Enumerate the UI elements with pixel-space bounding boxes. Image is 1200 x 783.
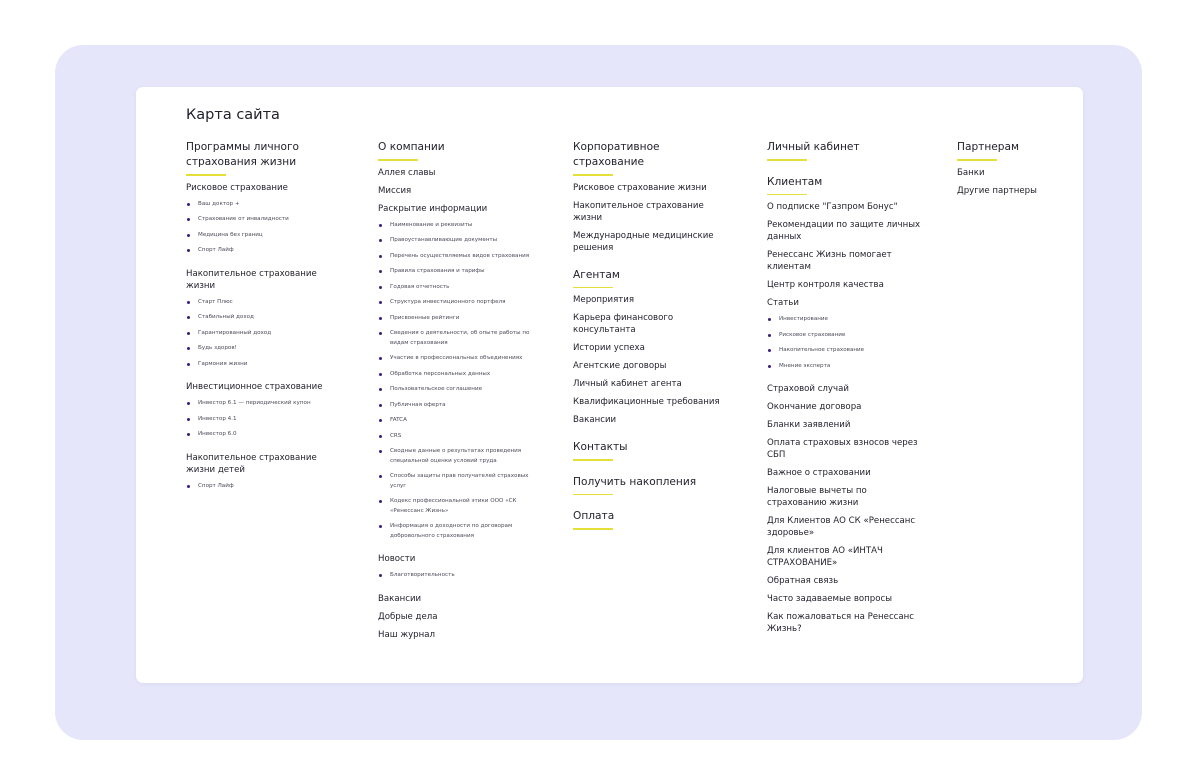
sitemap-sublink[interactable]: Страхование от инвалидности <box>186 215 346 225</box>
sitemap-link[interactable]: Часто задаваемые вопросы <box>767 594 892 604</box>
sitemap-link[interactable]: Вакансии <box>573 415 617 425</box>
section-heading[interactable]: Клиентам <box>767 175 927 196</box>
sitemap-link[interactable]: Международные медицинские решения <box>573 230 714 253</box>
sitemap-link[interactable]: Наш журнал <box>378 629 435 640</box>
sitemap-link[interactable]: Центр контроля качества <box>767 280 884 290</box>
sitemap-link[interactable]: Добрые дела <box>378 611 438 622</box>
sitemap-link[interactable]: Обратная связь <box>767 576 839 586</box>
sitemap-link[interactable]: Квалификационные требования <box>573 397 720 407</box>
section-heading[interactable]: Контакты <box>573 440 733 461</box>
sitemap-link[interactable]: Агентские договоры <box>573 361 667 371</box>
sitemap-sublink[interactable]: Присвоенные рейтинги <box>378 314 546 324</box>
sitemap-link[interactable]: Окончание договора <box>767 402 862 412</box>
sitemap-link[interactable]: Истории успеха <box>573 343 645 353</box>
sitemap-sublink[interactable]: Ваш доктор + <box>186 200 346 210</box>
sitemap-sublink[interactable]: Медицина без границ <box>186 231 346 241</box>
sitemap-sublink[interactable]: Наименование и реквизиты <box>378 221 546 231</box>
sitemap-link[interactable]: Статьи <box>767 298 799 308</box>
sitemap-column-3 <box>573 140 733 530</box>
sitemap-link[interactable]: Накопительное страхование жизни детей <box>186 452 317 475</box>
sitemap-link[interactable]: Банки <box>957 167 985 178</box>
sitemap-link[interactable]: Карьера финансового консультанта <box>573 313 674 335</box>
sitemap-column-4 <box>767 140 927 635</box>
sitemap-link[interactable]: Важное о страховании <box>767 468 871 478</box>
sitemap-link[interactable]: Рекомендации по защите личных данных <box>767 220 921 242</box>
section-heading[interactable]: Партнерам <box>957 140 1057 161</box>
section-heading[interactable]: Оплата <box>573 509 733 530</box>
sitemap-sublink[interactable]: Инвестирование <box>767 315 927 325</box>
sitemap-sublink[interactable]: Гарантированный доход <box>186 329 346 339</box>
sitemap-link[interactable]: О подписке "Газпром Бонус" <box>767 202 898 212</box>
sitemap-link[interactable]: Рисковое страхование <box>186 182 288 193</box>
sitemap-link[interactable]: Новости <box>378 554 416 564</box>
sitemap-column-2 <box>378 140 546 641</box>
page-title: Карта сайта <box>186 107 280 123</box>
sitemap-link[interactable]: Мероприятия <box>573 295 635 305</box>
sitemap-sublink[interactable]: Спорт Лайф <box>186 482 346 492</box>
sitemap-link[interactable]: Страховой случай <box>767 384 849 394</box>
sitemap-link[interactable]: Накопительное страхование жизни <box>573 200 704 223</box>
sitemap-link[interactable]: Миссия <box>378 185 412 196</box>
sitemap-sublink[interactable]: Будь здоров! <box>186 344 346 354</box>
sitemap-sublink[interactable]: Пользовательское соглашение <box>378 385 546 395</box>
sitemap-sublink[interactable]: Способы защиты прав получателей страховых услуг <box>378 472 546 491</box>
section-heading[interactable]: Личный кабинет <box>767 140 927 161</box>
sitemap-column-5 <box>957 140 1057 197</box>
sitemap-link[interactable]: Накопительное страхование жизни <box>186 268 317 291</box>
sitemap-link[interactable]: Для Клиентов АО СК «Ренессанс здоровье» <box>767 516 916 538</box>
section-heading[interactable]: Получить накопления <box>573 475 733 496</box>
sitemap-sublink[interactable]: Сводные данные о результатах проведения специальной оценки условий труда <box>378 447 546 466</box>
sitemap-sublink[interactable]: Инвестор 6.0 <box>186 430 346 440</box>
sitemap-sublink[interactable]: Правоустанавливающие документы <box>378 236 546 246</box>
sitemap-link[interactable]: Рисковое страхование жизни <box>573 182 707 193</box>
sitemap-column-1 <box>186 140 346 491</box>
sitemap-sublink[interactable]: Гармония жизни <box>186 360 346 370</box>
sitemap-link[interactable]: Налоговые вычеты по страхованию жизни <box>767 486 867 508</box>
section-heading[interactable]: Агентам <box>573 268 733 289</box>
sitemap-link[interactable]: Аллея славы <box>378 167 436 178</box>
sitemap-sublink[interactable]: Обработка персональных данных <box>378 370 546 380</box>
sitemap-sublink[interactable]: Старт Плюс <box>186 298 346 308</box>
section-heading[interactable]: О компании <box>378 140 546 161</box>
sitemap-link[interactable]: Бланки заявлений <box>767 420 851 430</box>
sitemap-sublink[interactable]: Рисковое страхование <box>767 331 927 341</box>
section-heading[interactable]: Программы личного страхования жизни <box>186 140 346 176</box>
sitemap-link[interactable]: Другие партнеры <box>957 185 1037 196</box>
sitemap-link[interactable]: Личный кабинет агента <box>573 379 682 389</box>
section-heading[interactable]: Корпоративное страхование <box>573 140 733 176</box>
sitemap-link[interactable]: Вакансии <box>378 593 422 604</box>
sitemap-sublink[interactable]: Кодекс профессиональной этики ООО «СК «Ренессанс Жизнь» <box>378 497 546 516</box>
sitemap-sublink[interactable]: Публичная оферта <box>378 401 546 411</box>
sitemap-link[interactable]: Оплата страховых взносов через СБП <box>767 438 918 460</box>
sitemap-link[interactable]: Для клиентов АО «ИНТАЧ СТРАХОВАНИЕ» <box>767 546 883 568</box>
sitemap-sublink[interactable]: Структура инвестиционного портфеля <box>378 298 546 308</box>
sitemap-link[interactable]: Ренессанс Жизнь помогает клиентам <box>767 250 892 272</box>
sitemap-link[interactable]: Инвестиционное страхование <box>186 382 323 392</box>
sitemap-sublink[interactable]: Благотворительность <box>378 571 546 581</box>
sitemap-sublink[interactable]: Перечень осуществляемых видов страхования <box>378 252 546 262</box>
sitemap-sublink[interactable]: Годовая отчетность <box>378 283 546 293</box>
sitemap-sublink[interactable]: Накопительное страхование <box>767 346 927 356</box>
sitemap-sublink[interactable]: Стабильный доход <box>186 313 346 323</box>
sitemap-sublink[interactable]: Инвестор 6.1 — периодический купон <box>186 399 346 409</box>
sitemap-sublink[interactable]: FATCA <box>378 416 546 426</box>
sitemap-link[interactable]: Раскрытие информации <box>378 203 488 214</box>
sitemap-sublink[interactable]: Спорт Лайф <box>186 246 346 256</box>
sitemap-sublink[interactable]: Инвестор 4.1 <box>186 415 346 425</box>
sitemap-sublink[interactable]: Участие в профессиональных объединениях <box>378 354 546 364</box>
sitemap-sublink[interactable]: Мнение эксперта <box>767 362 927 372</box>
sitemap-sublink[interactable]: CRS <box>378 432 546 442</box>
sitemap-sublink[interactable]: Информация о доходности по договорам добровольного страхования <box>378 522 546 541</box>
sitemap-link[interactable]: Как пожаловаться на Ренессанс Жизнь? <box>767 612 915 634</box>
sitemap-sublink[interactable]: Сведения о деятельности, об опыте работы по видам страхования <box>378 329 546 348</box>
sitemap-sublink[interactable]: Правила страхования и тарифы <box>378 267 546 277</box>
